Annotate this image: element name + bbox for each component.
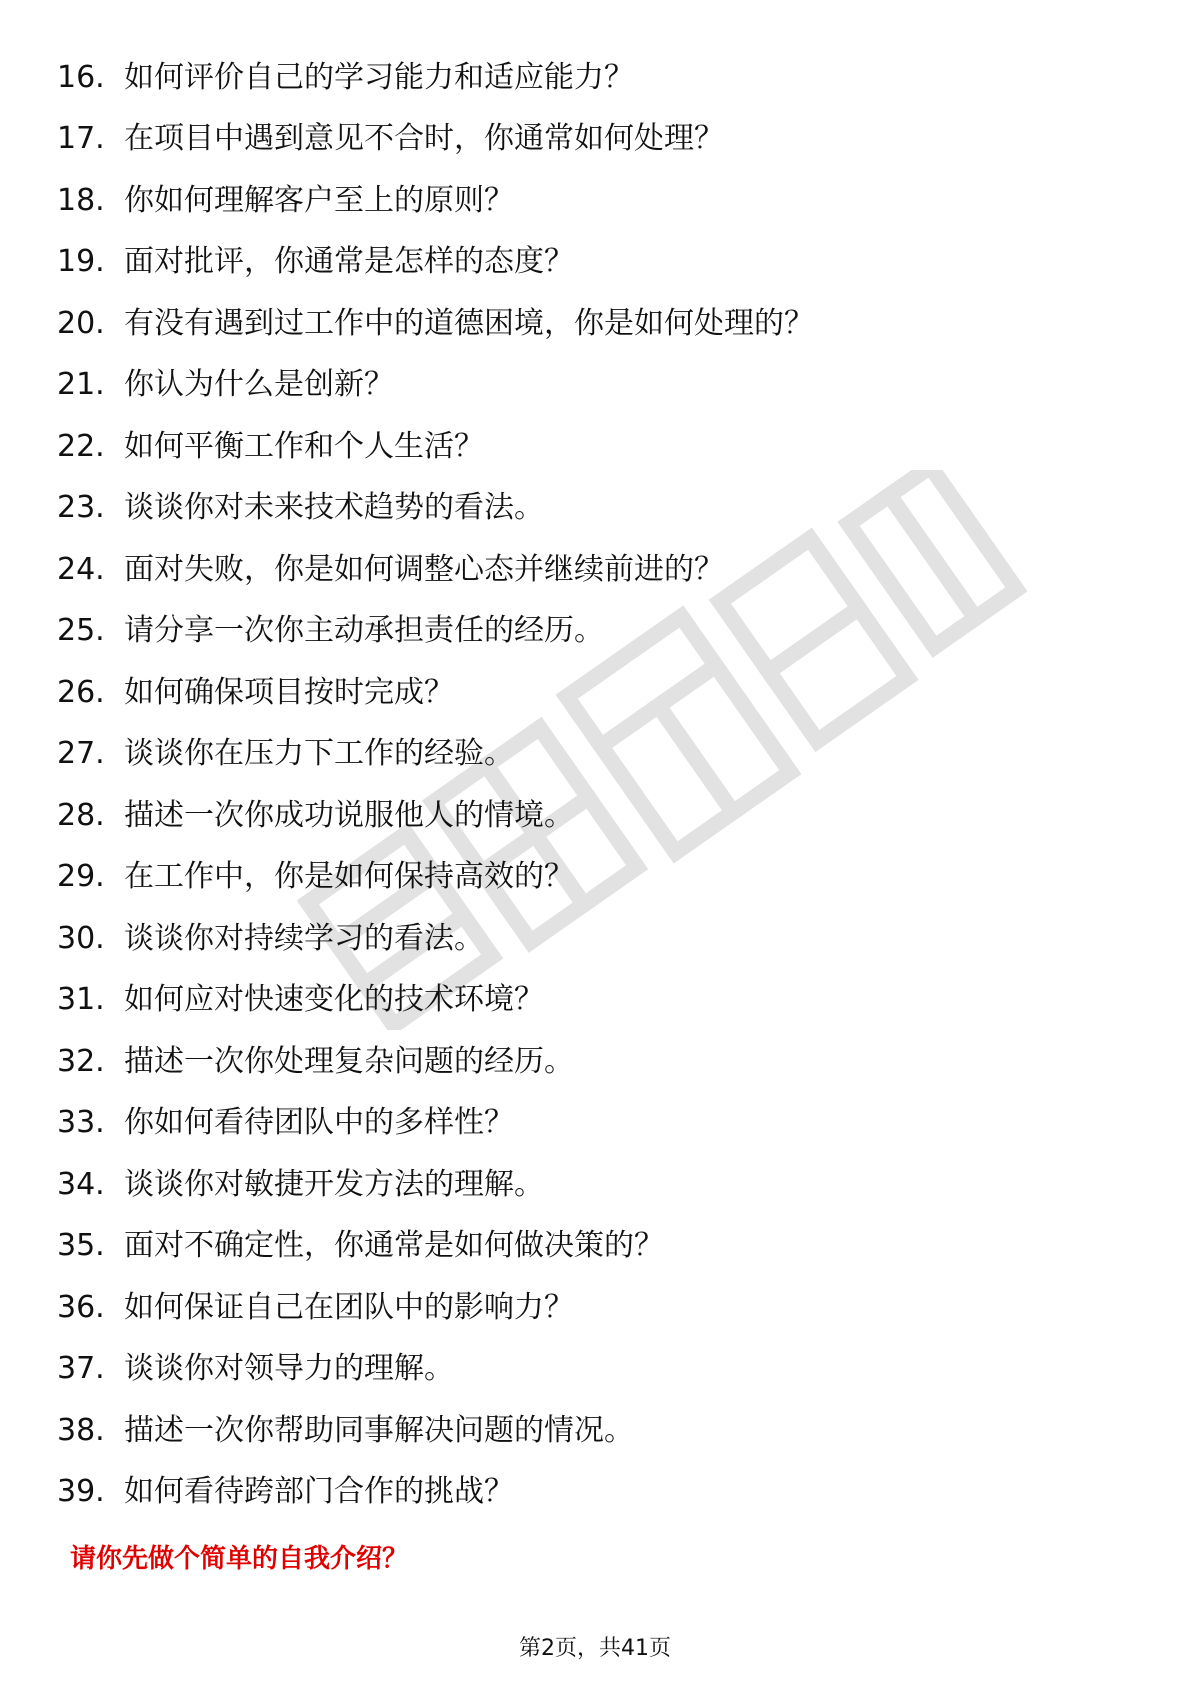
question-text: 面对不确定性，你通常是如何做决策的？ [124, 1228, 664, 1264]
question-text: 在工作中，你是如何保持高效的？ [124, 859, 574, 895]
question-text: 描述一次你处理复杂问题的经历。 [124, 1043, 574, 1079]
question-item [57, 1031, 814, 1093]
question-number: 20. [57, 305, 105, 341]
question-item [57, 970, 814, 1032]
question-text: 你如何理解客户至上的原则？ [124, 182, 514, 218]
question-item [57, 1154, 814, 1216]
question-text: 在项目中遇到意见不合时，你通常如何处理？ [124, 121, 724, 157]
question-item [57, 1462, 814, 1524]
question-text: 描述一次你帮助同事解决问题的情况。 [124, 1412, 634, 1448]
question-number: 18. [57, 182, 105, 218]
question-number: 16. [57, 59, 105, 95]
question-number: 38. [57, 1412, 105, 1448]
question-item [57, 785, 814, 847]
question-item [57, 47, 814, 109]
question-text: 描述一次你成功说服他人的情境。 [124, 797, 574, 833]
question-text: 谈谈你对持续学习的看法。 [124, 920, 484, 956]
question-text: 面对批评，你通常是怎样的态度？ [124, 244, 574, 280]
question-number: 37. [57, 1351, 105, 1387]
question-number: 29. [57, 859, 105, 895]
question-item [57, 293, 814, 355]
question-text: 你如何看待团队中的多样性？ [124, 1105, 514, 1141]
question-number: 30. [57, 920, 105, 956]
question-text: 谈谈你对未来技术趋势的看法。 [124, 490, 544, 526]
question-item [57, 478, 814, 540]
question-number: 36. [57, 1289, 105, 1325]
question-number: 33. [57, 1105, 105, 1141]
question-text: 如何应对快速变化的技术环境？ [124, 982, 544, 1018]
question-list [57, 47, 814, 1523]
question-number: 27. [57, 736, 105, 772]
question-number: 19. [57, 244, 105, 280]
question-item [57, 416, 814, 478]
question-text: 谈谈你对敏捷开发方法的理解。 [124, 1166, 544, 1202]
question-text: 如何看待跨部门合作的挑战？ [124, 1474, 514, 1510]
question-item [57, 109, 814, 171]
question-item [57, 1339, 814, 1401]
question-item [57, 1093, 814, 1155]
question-number: 39. [57, 1474, 105, 1510]
question-text: 请分享一次你主动承担责任的经历。 [124, 613, 604, 649]
question-text: 谈谈你在压力下工作的经验。 [124, 736, 514, 772]
question-item [57, 724, 814, 786]
question-item [57, 232, 814, 294]
question-item [57, 170, 814, 232]
question-text: 有没有遇到过工作中的道德困境，你是如何处理的？ [124, 305, 814, 341]
question-item [57, 601, 814, 663]
question-number: 35. [57, 1228, 105, 1264]
question-number: 22. [57, 428, 105, 464]
page-footer: 第2页，共41页 [519, 1636, 671, 1661]
question-text: 如何平衡工作和个人生活？ [124, 428, 484, 464]
question-number: 34. [57, 1166, 105, 1202]
question-text: 面对失败，你是如何调整心态并继续前进的？ [124, 551, 724, 587]
question-number: 26. [57, 674, 105, 710]
question-number: 17. [57, 121, 105, 157]
question-item [57, 1277, 814, 1339]
question-number: 24. [57, 551, 105, 587]
question-number: 21. [57, 367, 105, 403]
question-item [57, 1400, 814, 1462]
question-number: 25. [57, 613, 105, 649]
question-text: 你认为什么是创新？ [124, 367, 394, 403]
question-number: 23. [57, 490, 105, 526]
question-item [57, 1216, 814, 1278]
question-item [57, 355, 814, 417]
question-text: 谈谈你对领导力的理解。 [124, 1351, 454, 1387]
section-heading: 请你先做个简单的自我介绍？ [70, 1544, 409, 1574]
question-text: 如何评价自己的学习能力和适应能力？ [124, 59, 634, 95]
question-item [57, 847, 814, 909]
question-text: 如何保证自己在团队中的影响力？ [124, 1289, 574, 1325]
question-item [57, 539, 814, 601]
question-number: 32. [57, 1043, 105, 1079]
question-item [57, 908, 814, 970]
question-item [57, 662, 814, 724]
question-number: 28. [57, 797, 105, 833]
question-text: 如何确保项目按时完成？ [124, 674, 454, 710]
question-number: 31. [57, 982, 105, 1018]
